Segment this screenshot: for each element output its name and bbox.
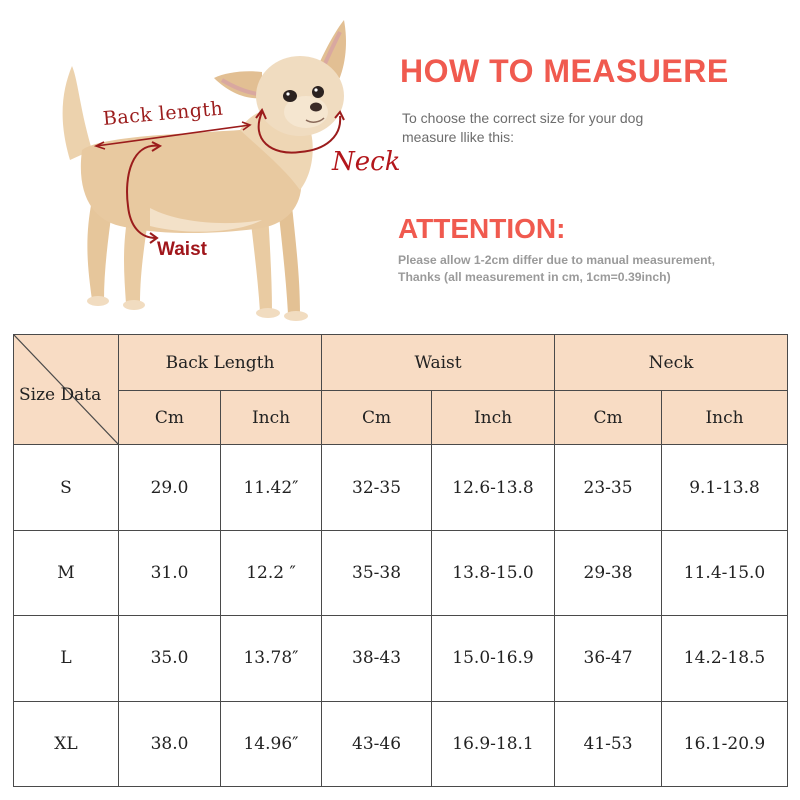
- table-cell: 9.1-13.8: [662, 445, 788, 530]
- table-cell: 31.0: [119, 530, 221, 615]
- table-cell: 38-43: [322, 616, 432, 701]
- table-cell: 12.2 ″: [221, 530, 322, 615]
- unit-header: Cm: [555, 391, 662, 445]
- size-cell: XL: [14, 701, 119, 786]
- waist-label: Waist: [157, 239, 207, 260]
- group-header-back-length: Back Length: [119, 335, 322, 391]
- unit-header: Inch: [432, 391, 555, 445]
- table-cell: 35.0: [119, 616, 221, 701]
- attention-note: [398, 252, 798, 286]
- table-cell: 13.8-15.0: [432, 530, 555, 615]
- table-row: [14, 530, 788, 615]
- table-cell: 23-35: [555, 445, 662, 530]
- attention-title: ATTENTION:: [398, 213, 566, 244]
- table-cell: 12.6-13.8: [432, 445, 555, 530]
- table-cell: 35-38: [322, 530, 432, 615]
- dog-illustration: [0, 0, 400, 330]
- intro-line: measure llike this:: [402, 129, 515, 145]
- unit-header: Inch: [221, 391, 322, 445]
- neck-label: Neck: [332, 147, 401, 177]
- unit-header: Cm: [119, 391, 221, 445]
- group-header-waist: Waist: [322, 335, 555, 391]
- table-cell: 32-35: [322, 445, 432, 530]
- table-cell: 14.96″: [221, 701, 322, 786]
- table-cell: 13.78″: [221, 616, 322, 701]
- note-line: Please allow 1-2cm differ due to manual measurement,: [398, 253, 715, 267]
- table-row: [14, 616, 788, 701]
- group-header-neck: Neck: [555, 335, 788, 391]
- page-title: HOW TO MEASUERE: [400, 53, 729, 89]
- table-cell: 16.9-18.1: [432, 701, 555, 786]
- table-cell: 29.0: [119, 445, 221, 530]
- table-row: [14, 701, 788, 786]
- size-data-corner-cell: [14, 335, 119, 445]
- unit-header: Inch: [662, 391, 788, 445]
- intro-line: To choose the correct size for your dog: [402, 110, 644, 126]
- unit-header: Cm: [322, 391, 432, 445]
- table-cell: 15.0-16.9: [432, 616, 555, 701]
- table-cell: 41-53: [555, 701, 662, 786]
- measure-instructions: [402, 109, 702, 147]
- size-cell: M: [14, 530, 119, 615]
- table-cell: 36-47: [555, 616, 662, 701]
- table-cell: 11.4-15.0: [662, 530, 788, 615]
- table-cell: 29-38: [555, 530, 662, 615]
- back-length-label: Back length: [102, 97, 225, 130]
- table-cell: 43-46: [322, 701, 432, 786]
- corner-label: Size Data: [19, 385, 102, 405]
- table-cell: 16.1-20.9: [662, 701, 788, 786]
- table-row: [14, 445, 788, 530]
- table-cell: 14.2-18.5: [662, 616, 788, 701]
- size-cell: S: [14, 445, 119, 530]
- size-chart-table: [13, 334, 788, 787]
- table-cell: 38.0: [119, 701, 221, 786]
- size-cell: L: [14, 616, 119, 701]
- table-cell: 11.42″: [221, 445, 322, 530]
- note-line: Thanks (all measurement in cm, 1cm=0.39inch): [398, 270, 671, 284]
